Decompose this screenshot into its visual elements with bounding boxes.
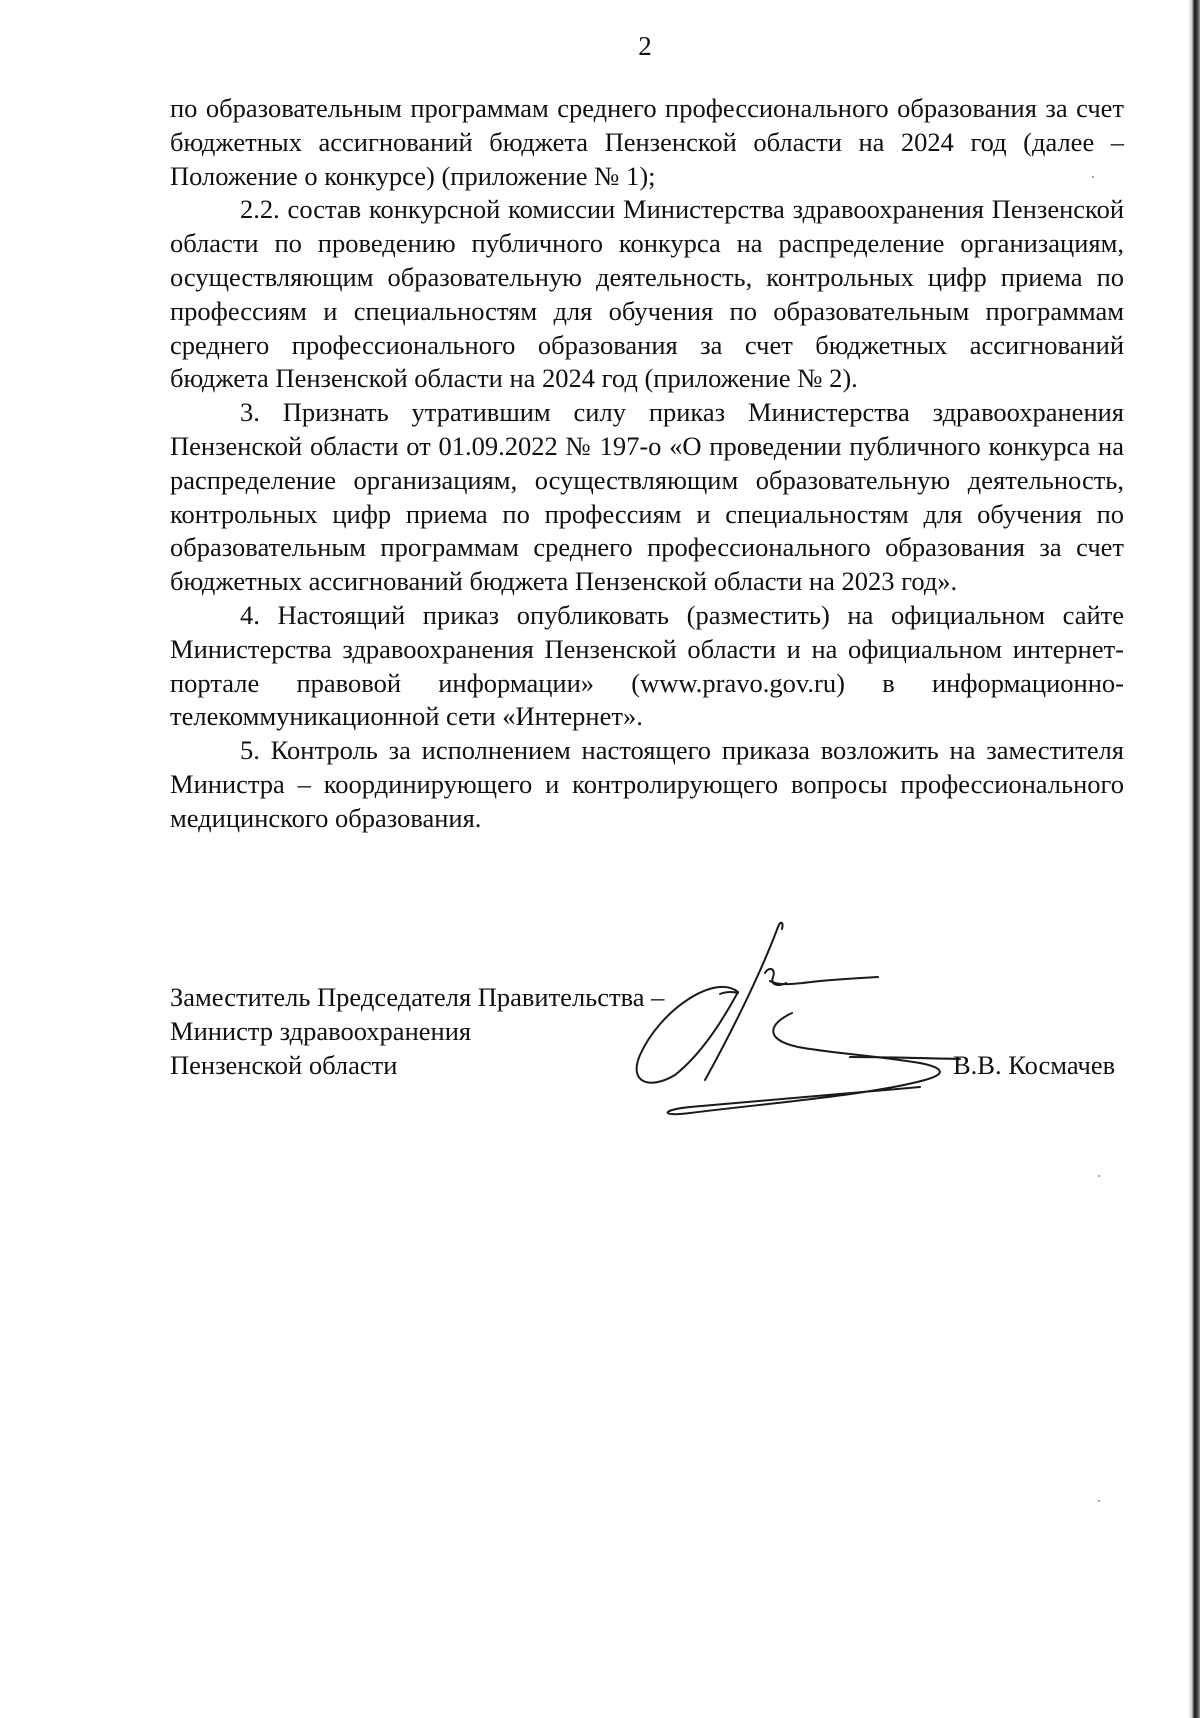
signatory-name: В.В. Космачев [953,1050,1116,1080]
page-number: 2 [638,31,652,61]
paragraph-2-2: 2.2. состав конкурсной комиссии Министерства здравоохранения Пензенской области по проведению публичного конкурса на распределение организациям, осуществляющим образовательную деятельность, контрольных цифр приема по профессиям и специальностям для обучения по образовательным программам среднего профессионального образования за счет бюджетных ассигнований бюджета Пензенской области на 2024 год (приложение № 2). [170,194,1124,394]
scan-edge [1188,0,1200,1718]
paragraph-4: 4. Настоящий приказ опубликовать (разместить) на официальном сайте Министерства здравоохранения Пензенской области и на официальном интернет-портале правовой информации» (www.pravo.gov.ru) в информационно-телекоммуникационной сети «Интернет». [170,599,1124,732]
signatory-position-line: Пензенской области [170,1049,398,1080]
scan-speck [1098,1175,1100,1177]
scan-speck [1092,176,1094,178]
scan-speck [1098,1500,1100,1502]
document-body [170,92,1124,836]
paragraph-3: 3. Признать утратившим силу приказ Министерства здравоохранения Пензенской области от 01.09.2022 № 197-о «О проведении публичного конкурса на распределение организациям, осуществляющим образовательную деятельность, контрольных цифр приема по профессиям и специальностям для обучения по образовательным программам среднего профессионального образования за счет бюджетных ассигнований бюджета Пензенской области на 2023 год». [170,397,1124,597]
signatory-position-line: Заместитель Председателя Правительства – [170,982,665,1012]
handwritten-signature [620,915,980,1125]
paragraph-5: 5. Контроль за исполнением настоящего приказа возложить на заместителя Министра – координирующего и контролирующего вопросы профессионального медицинского образования. [170,735,1124,833]
signatory-position-line: Министр здравоохранения [170,1015,472,1046]
paragraph-continuation: по образовательным программам среднего профессионального образования за счет бюджетных ассигнований бюджета Пензенской области на 2024 год (далее – Положение о конкурсе) (приложение № 1); [170,93,1124,191]
